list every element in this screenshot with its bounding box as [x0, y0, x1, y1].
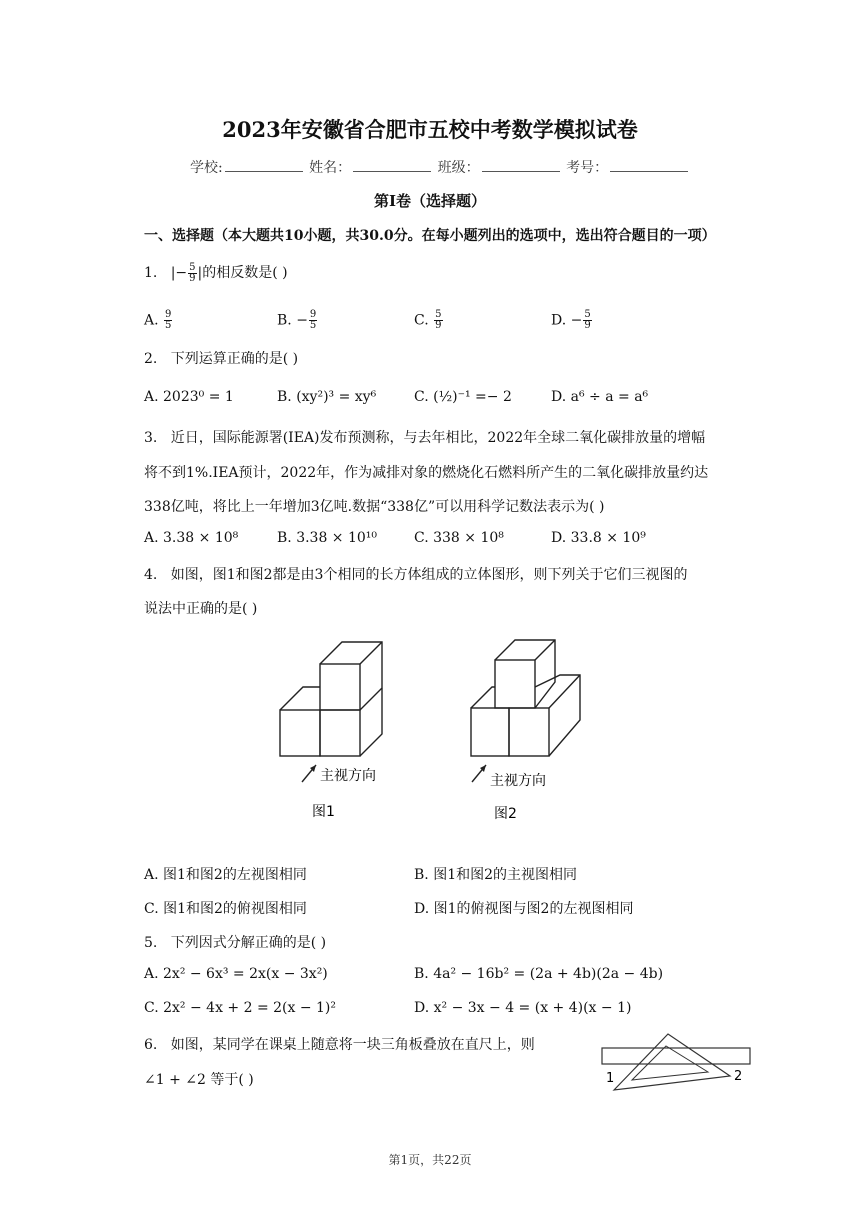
question-6-line2: ∠1 + ∠2 等于( ): [144, 1072, 254, 1088]
ruler-shape: [602, 1048, 750, 1064]
q1-option-a[interactable]: A. $\frac{9}{5}$: [144, 309, 172, 331]
q4-option-c[interactable]: C. 图1和图2的俯视图相同: [144, 901, 307, 917]
q2-option-b[interactable]: B. (xy²)³ = xy⁶: [277, 389, 377, 405]
q5-option-d[interactable]: D. x² − 3x − 4 = (x + 4)(x − 1): [414, 1000, 632, 1016]
triangle-outer: [614, 1034, 730, 1090]
student-info-line: [190, 157, 690, 177]
figure-1-blocks: [280, 642, 382, 756]
school-label: 学校:: [190, 160, 223, 176]
fraction-5-9: $\frac{5}{9}$: [189, 261, 196, 284]
exam-title: 2023年安徽省合肥市五校中考数学模拟试卷: [222, 117, 638, 142]
q5-option-b[interactable]: B. 4a² − 16b² = (2a + 4b)(2a − 4b): [414, 966, 664, 982]
figure-1-direction-arrow: [302, 765, 316, 782]
q4-option-b[interactable]: B. 图1和图2的主视图相同: [414, 867, 578, 883]
figure-2-direction-label: 主视方向: [490, 773, 546, 789]
question-3-line2: 将不到1%.IEA预计，2022年，作为减排对象的燃烧化石燃料所产生的二氧化碳排放量约达: [144, 465, 709, 481]
q5-option-c[interactable]: C. 2x² − 4x + 2 = 2(x − 1)²: [144, 1000, 337, 1016]
figure-2-direction-arrow: [472, 765, 486, 782]
section-heading: 一、选择题（本大题共10小题，共30.0分。在每小题列出的选项中，选出符合题目的一项）: [144, 228, 716, 244]
question-4-line1: 4. 如图，图1和图2都是由3个相同的长方体组成的立体图形，则下列关于它们三视图的: [144, 567, 688, 583]
q3-option-b[interactable]: B. 3.38 × 10¹⁰: [277, 530, 378, 546]
q4-option-d[interactable]: D. 图1的俯视图与图2的左视图相同: [414, 901, 634, 917]
exam-no-blank[interactable]: [610, 159, 688, 172]
question-3-line3: 338亿吨，将比上一年增加3亿吨.数据“338亿”可以用科学记数法表示为( ): [144, 499, 605, 515]
name-label: 姓名：: [309, 160, 352, 176]
page-footer: 第1页，共22页: [388, 1153, 472, 1167]
triangle-inner: [632, 1046, 708, 1080]
angle-2-label: 2: [734, 1069, 743, 1084]
class-blank[interactable]: [482, 159, 560, 172]
q4-option-a[interactable]: A. 图1和图2的左视图相同: [144, 867, 307, 883]
class-label: 班级：: [437, 160, 480, 176]
question-3-line1: 3. 近日，国际能源署(IEA)发布预测称，与去年相比，2022年全球二氧化碳排放量的增幅: [144, 430, 706, 446]
q2-option-a[interactable]: A. 2023⁰ = 1: [144, 389, 234, 405]
figure-1-caption: 图1: [312, 804, 335, 820]
school-blank[interactable]: [225, 159, 303, 172]
question-6-line1: 6. 如图，某同学在课桌上随意将一块三角板叠放在直尺上，则: [144, 1037, 535, 1053]
q3-option-d[interactable]: D. 33.8 × 10⁹: [551, 530, 646, 546]
question-5-stem: 5. 下列因式分解正确的是( ): [144, 935, 327, 951]
angle-1-label: 1: [606, 1071, 615, 1086]
question-4-line2: 说法中正确的是( ): [144, 601, 258, 617]
q1-option-d[interactable]: D. − $\frac{5}{9}$: [551, 309, 591, 331]
q3-option-a[interactable]: A. 3.38 × 10⁸: [144, 530, 239, 546]
q3-option-c[interactable]: C. 338 × 10⁸: [414, 530, 504, 546]
q5-option-a[interactable]: A. 2x² − 6x³ = 2x(x − 3x²): [144, 966, 328, 982]
figure-2-blocks: [471, 640, 580, 756]
q4-figures: [270, 620, 600, 830]
q2-option-d[interactable]: D. a⁶ ÷ a = a⁶: [551, 389, 649, 405]
volume-heading: 第I卷（选择题）: [373, 192, 487, 210]
q2-option-c[interactable]: C. (½)⁻¹ =− 2: [414, 389, 512, 405]
figure-2-caption: 图2: [494, 806, 517, 822]
exam-no-label: 考号：: [566, 160, 609, 176]
question-2-stem: 2. 下列运算正确的是( ): [144, 351, 299, 367]
figure-1-direction-label: 主视方向: [320, 768, 376, 784]
q6-ruler-triangle-figure: [596, 1030, 756, 1100]
name-blank[interactable]: [353, 159, 431, 172]
question-1-stem: 1. |− $\frac{5}{9}$ |的相反数是( ): [144, 261, 288, 284]
q1-option-c[interactable]: C. $\frac{5}{9}$: [414, 309, 442, 331]
q1-option-b[interactable]: B. − $\frac{9}{5}$: [277, 309, 317, 331]
